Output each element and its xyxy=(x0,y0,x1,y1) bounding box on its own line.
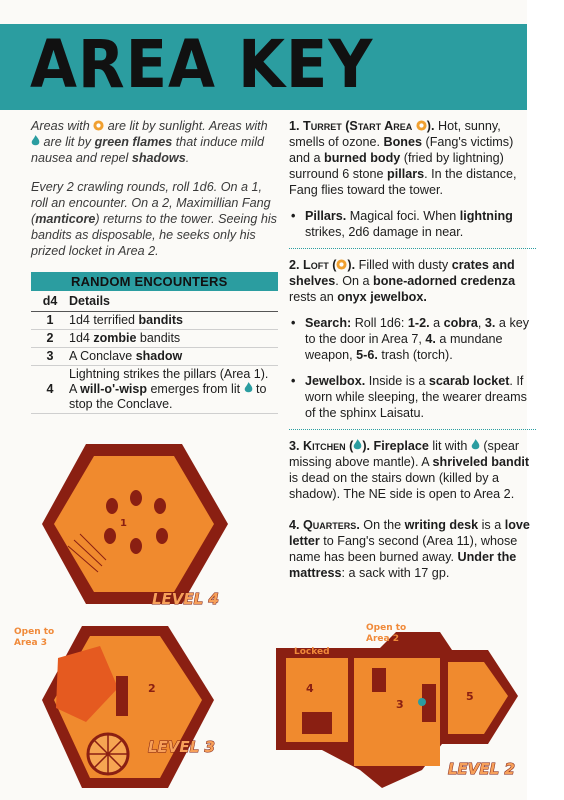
paren: ( xyxy=(341,119,350,133)
green-flames-term: green flames xyxy=(94,135,173,149)
bullet-bold: cobra xyxy=(443,316,478,330)
area-text: to Fang's second (Area 11), whose name has been burned away. xyxy=(289,534,518,564)
flame-icon xyxy=(471,439,480,451)
detail-text: to stop the Conclave. xyxy=(69,382,267,411)
spacer xyxy=(289,502,536,517)
bullet-text: a xyxy=(429,316,444,330)
area-text: is dead on the stairs down (killed by a shadow). The NE side is open to Area 2. xyxy=(289,471,515,501)
table-row xyxy=(31,330,278,348)
search-bullet xyxy=(289,315,536,363)
flame-icon xyxy=(31,135,40,147)
level-2-map xyxy=(262,620,530,796)
bullet-title: Search: xyxy=(305,316,352,330)
bullet-bold: scarab locket xyxy=(428,374,510,388)
area-2-text xyxy=(289,257,536,305)
sun-icon xyxy=(93,120,104,131)
manticore-term: manticore xyxy=(35,212,96,226)
detail-text: 1d4 terrified xyxy=(69,313,139,327)
area-number: 3. xyxy=(289,439,304,453)
bullet-title: Jewelbox. xyxy=(305,374,366,388)
divider xyxy=(289,429,536,430)
level-label: LEVEL 3 xyxy=(148,738,215,756)
encounters-header xyxy=(31,272,278,291)
area-4-entry xyxy=(289,517,536,581)
area-4-text xyxy=(289,517,536,581)
paren: ( xyxy=(345,439,354,453)
locked-note: Locked xyxy=(294,647,330,657)
flame-icon xyxy=(244,382,253,394)
room-number: 1 xyxy=(120,518,127,529)
bullet-text: Magical foci. When xyxy=(346,209,460,223)
area-name: Loft xyxy=(303,258,329,272)
paren: ). xyxy=(347,258,356,272)
detail-text: 1d4 xyxy=(69,331,94,345)
area-2-entry xyxy=(289,257,536,421)
open-to-note: Open to xyxy=(14,627,55,637)
table-header-row xyxy=(31,291,278,312)
row-details xyxy=(69,348,278,366)
area-1-text xyxy=(289,118,536,198)
bullet-bold: 3. xyxy=(484,316,496,330)
row-number: 2 xyxy=(31,330,69,348)
area-text: (Fang's victims) and a xyxy=(289,135,514,165)
legend-text: Areas with xyxy=(31,119,94,133)
bullet-bold: 4. xyxy=(425,332,436,346)
legend-text: . xyxy=(185,151,190,165)
area-name: Kitchen xyxy=(303,439,346,453)
area-bold: writing desk xyxy=(404,518,479,532)
bullet-text: trash (torch). xyxy=(377,348,453,362)
legend-text: that induce mild nausea and repel xyxy=(31,135,265,165)
table-row xyxy=(31,312,278,330)
area-text: (fried by lightning) surround 6 stone xyxy=(289,151,504,181)
legend-text: are lit by xyxy=(40,135,95,149)
area-3-entry xyxy=(289,438,536,502)
open-to-note: Area 3 xyxy=(14,638,47,648)
bullet-text: , xyxy=(477,316,485,330)
rule-text: Every 2 crawling rounds, roll 1d6. On a 1, roll an encounter. On a 2, Maximillian Fang ( xyxy=(31,180,271,226)
stair-steps xyxy=(88,734,128,774)
encounters-table xyxy=(31,291,278,414)
sun-icon xyxy=(416,120,427,131)
table-row xyxy=(31,366,278,414)
open-to-note: Area 2 xyxy=(366,634,399,644)
detail-bold: shadow xyxy=(135,349,183,363)
bed xyxy=(302,712,332,734)
area-text: . On a xyxy=(335,274,374,288)
area-text: Hot, sunny, smells of ozone. xyxy=(289,119,501,149)
detail-text: A Conclave xyxy=(69,349,136,363)
row-details xyxy=(69,366,278,414)
room-number: 3 xyxy=(396,698,404,711)
green-flame xyxy=(418,698,426,706)
bullet-text: a mundane weapon, xyxy=(305,332,503,362)
die-column-header: d4 xyxy=(31,291,69,312)
area-text: rests an xyxy=(289,290,338,304)
detail-bold: will-o'-wisp xyxy=(80,382,147,396)
paren: ). xyxy=(426,119,435,133)
bullet-text: . If worn while sleeping, the wearer dreams of the sphinx Laisatu. xyxy=(305,374,527,420)
area-text: (spear missing above mantle). A xyxy=(289,439,520,469)
area-text: : a sack with 17 gp. xyxy=(341,566,450,580)
area-number: 2. xyxy=(289,258,304,272)
area-number: 4. xyxy=(289,518,304,532)
table-row xyxy=(31,348,278,366)
area-text: On the xyxy=(359,518,405,532)
area-text: is a xyxy=(478,518,505,532)
writing-desk xyxy=(372,668,386,692)
area-name: Quarters. xyxy=(303,518,360,532)
room-number: 5 xyxy=(466,690,474,703)
area-bold: Under the mattress xyxy=(289,550,517,580)
row-number: 1 xyxy=(31,312,69,330)
row-number: 3 xyxy=(31,348,69,366)
area-bold: shriveled bandit xyxy=(432,455,530,469)
encounter-rule-paragraph xyxy=(31,179,278,259)
bullet-bold: 5-6. xyxy=(356,348,378,362)
level-4-map xyxy=(40,436,230,612)
details-column-header: Details xyxy=(69,291,278,312)
level-label: LEVEL 2 xyxy=(448,760,515,778)
area-text: lit with xyxy=(428,439,471,453)
area-bold: bone-adorned credenza xyxy=(373,274,516,288)
level-3-map xyxy=(8,618,238,796)
detail-text: bandits xyxy=(136,331,181,345)
area-bold: burned body xyxy=(324,151,401,165)
area-text: Filled with dusty xyxy=(355,258,452,272)
area-text: . In the distance, Fang flies toward the tower. xyxy=(289,167,517,197)
bullet-text: a key to the door in Area 7, xyxy=(305,316,530,346)
area-1-entry xyxy=(289,118,536,240)
area-bold: Bones xyxy=(383,135,422,149)
paren: ( xyxy=(328,258,337,272)
room-number: 4 xyxy=(306,682,314,695)
detail-bold: bandits xyxy=(138,313,183,327)
detail-text: emerges from lit xyxy=(146,382,244,396)
bullet-text: Roll 1d6: xyxy=(351,316,408,330)
page-title: AREA KEY xyxy=(30,26,374,103)
row-details xyxy=(69,330,278,348)
rule-text: ) returns to the tower. Seeing his bandits as disposable, he seeks only his prized locket in Area 2. xyxy=(31,212,277,258)
start-area-tag: Start Area xyxy=(349,119,413,133)
flame-icon xyxy=(353,439,362,451)
light-legend-paragraph xyxy=(31,118,278,166)
area-3-text xyxy=(289,438,536,502)
bullet-bold: 1-2. xyxy=(407,316,430,330)
row-number: 4 xyxy=(31,366,69,414)
pillars-bullet xyxy=(289,208,536,240)
divider xyxy=(289,248,536,249)
wall xyxy=(116,676,128,716)
bullet-title: Pillars. xyxy=(305,209,347,223)
area-bold: Fireplace xyxy=(370,439,429,453)
paren: ). xyxy=(362,439,371,453)
right-column xyxy=(289,118,536,581)
area-name: Turret xyxy=(303,119,342,133)
area-number: 1. xyxy=(289,119,304,133)
bullet-bold: lightning xyxy=(459,209,513,223)
encounters-heading: RANDOM ENCOUNTERS xyxy=(71,273,228,289)
area-bold: love letter xyxy=(289,518,530,548)
level-label: LEVEL 4 xyxy=(152,590,219,608)
left-column xyxy=(31,118,278,414)
area-bold: pillars xyxy=(387,167,425,181)
room-number: 2 xyxy=(148,682,156,695)
sun-icon xyxy=(336,259,347,270)
detail-bold: zombie xyxy=(93,331,137,345)
shadows-term: shadows xyxy=(131,151,186,165)
bullet-text: strikes, 2d6 damage in near. xyxy=(305,225,464,239)
row-details xyxy=(69,312,278,330)
area-bold: onyx jewelbox. xyxy=(337,290,427,304)
open-to-note: Open to xyxy=(366,623,407,633)
legend-text: are lit by sunlight. Areas with xyxy=(104,119,268,133)
area-bold: crates and shelves xyxy=(289,258,515,288)
jewelbox-bullet xyxy=(289,373,536,421)
bullet-text: Inside is a xyxy=(365,374,429,388)
detail-text: Lightning strikes the pillars (Area 1). A xyxy=(69,367,269,396)
